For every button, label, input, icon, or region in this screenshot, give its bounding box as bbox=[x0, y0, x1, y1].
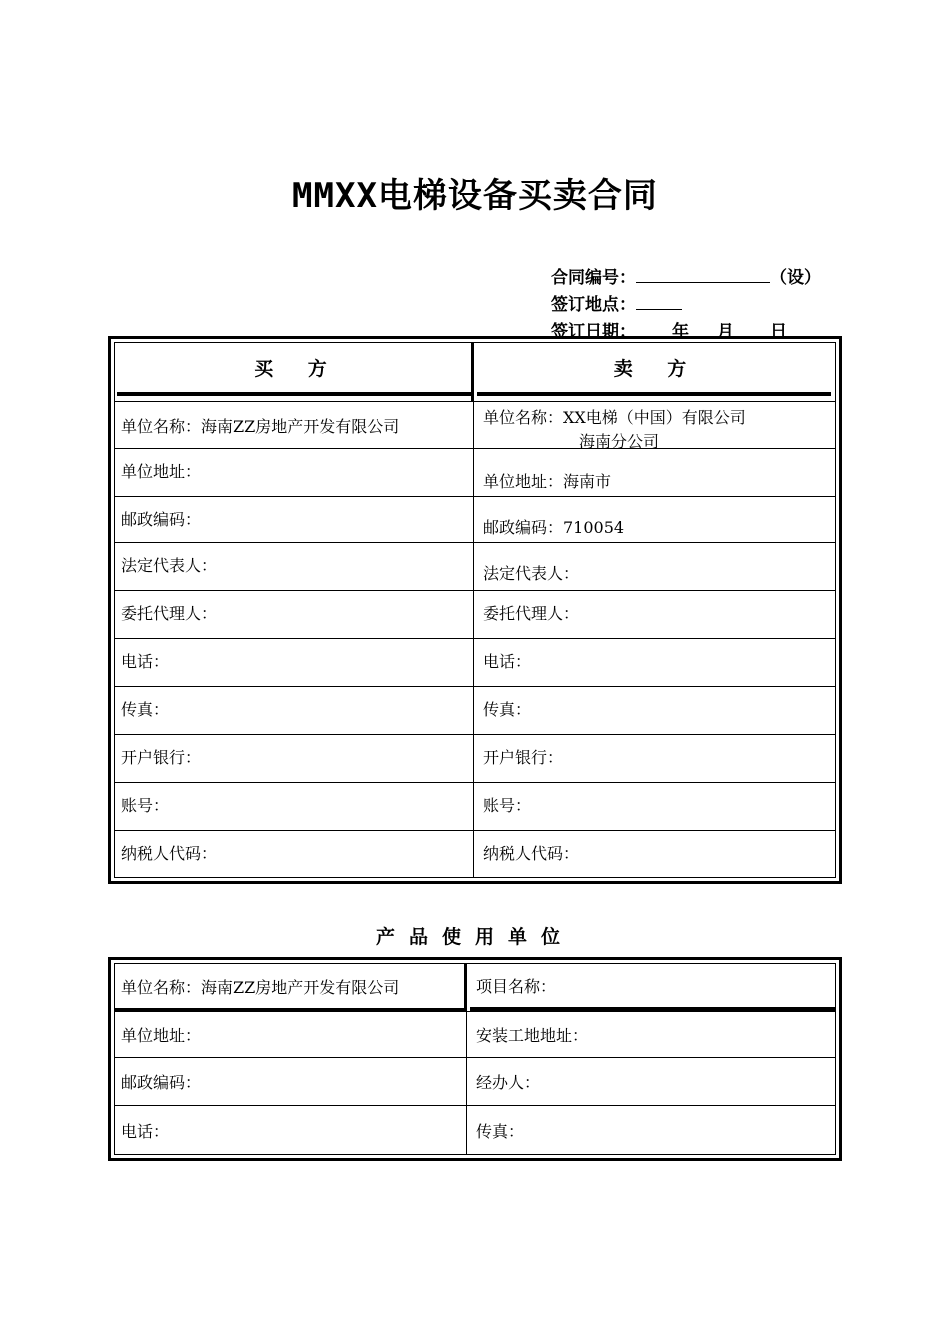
year-blank[interactable] bbox=[636, 318, 672, 337]
sign-date-label: 签订日期： bbox=[551, 322, 636, 342]
seller-field[interactable] bbox=[477, 402, 835, 451]
contract-meta bbox=[551, 264, 821, 345]
party-row bbox=[115, 449, 835, 497]
product-unit-left-field[interactable]: 电话： bbox=[121, 1121, 170, 1141]
party-row bbox=[115, 591, 835, 639]
seller-field[interactable]: 账号： bbox=[483, 796, 532, 815]
party-row bbox=[115, 783, 835, 831]
product-unit-title: 产品使用单位 bbox=[375, 926, 574, 948]
seller-field[interactable]: 开户银行： bbox=[483, 748, 564, 767]
header-divider bbox=[471, 343, 474, 401]
seller-field[interactable]: 邮政编码：710054 bbox=[483, 518, 625, 537]
product-unit-row bbox=[115, 1012, 835, 1058]
product-unit-row bbox=[115, 964, 835, 1012]
seller-name-line1: 单位名称：XX电梯（中国）有限公司 bbox=[483, 408, 746, 427]
party-row bbox=[115, 687, 835, 735]
seller-field[interactable]: 纳税人代码： bbox=[483, 844, 580, 863]
party-row bbox=[115, 401, 835, 449]
buyer-field[interactable]: 邮政编码： bbox=[121, 510, 202, 529]
party-row bbox=[115, 831, 835, 879]
buyer-field[interactable]: 法定代表人： bbox=[121, 556, 218, 575]
seller-name-line2: 海南分公司 bbox=[579, 432, 660, 451]
year-label: 年 bbox=[672, 322, 689, 342]
month-blank[interactable] bbox=[689, 318, 717, 337]
contract-number-blank[interactable] bbox=[636, 264, 770, 283]
parties-table bbox=[108, 336, 842, 884]
product-unit-row bbox=[115, 1058, 835, 1106]
product-unit-row bbox=[115, 1106, 835, 1154]
day-label: 日 bbox=[770, 322, 787, 342]
seller-field[interactable]: 法定代表人： bbox=[483, 564, 580, 583]
buyer-field[interactable]: 单位地址： bbox=[121, 462, 202, 481]
buyer-field[interactable]: 传真： bbox=[121, 700, 170, 719]
sign-place-label: 签订地点： bbox=[551, 295, 636, 315]
buyer-field[interactable]: 单位名称：海南ZZ房地产开发有限公司 bbox=[121, 416, 400, 436]
product-unit-left-field[interactable]: 邮政编码： bbox=[121, 1073, 202, 1092]
sign-place-line bbox=[551, 291, 821, 318]
product-unit-right-field[interactable]: 传真： bbox=[476, 1121, 525, 1141]
seller-header: 卖 方 bbox=[477, 343, 831, 396]
seller-field[interactable]: 传真： bbox=[483, 700, 532, 719]
party-row bbox=[115, 735, 835, 783]
product-unit-right-field[interactable]: 项目名称： bbox=[470, 964, 835, 1011]
seller-field[interactable]: 委托代理人： bbox=[483, 604, 580, 623]
document-title: MMXX电梯设备买卖合同 bbox=[292, 176, 658, 216]
product-unit-table bbox=[108, 957, 842, 1161]
sign-place-blank[interactable] bbox=[636, 291, 682, 310]
product-unit-left-field[interactable]: 单位名称：海南ZZ房地产开发有限公司 bbox=[115, 964, 466, 1011]
buyer-header: 买 方 bbox=[117, 343, 472, 396]
buyer-field[interactable]: 电话： bbox=[121, 652, 170, 671]
contract-number-label: 合同编号： bbox=[551, 268, 636, 288]
party-row bbox=[115, 639, 835, 687]
buyer-field[interactable]: 纳税人代码： bbox=[121, 844, 218, 863]
parties-table-inner bbox=[114, 342, 836, 878]
parties-header-row bbox=[115, 343, 835, 401]
seller-field[interactable]: 单位地址：海南市 bbox=[483, 472, 612, 491]
seller-field[interactable]: 电话： bbox=[483, 652, 532, 671]
contract-number-suffix: （设） bbox=[770, 268, 821, 288]
product-unit-table-inner bbox=[114, 963, 836, 1155]
buyer-field[interactable]: 账号： bbox=[121, 796, 170, 815]
party-row bbox=[115, 543, 835, 591]
product-unit-right-field[interactable]: 安装工地地址： bbox=[476, 1026, 589, 1045]
party-row bbox=[115, 497, 835, 543]
product-unit-right-field[interactable]: 经办人： bbox=[476, 1073, 541, 1092]
month-label: 月 bbox=[717, 322, 734, 342]
buyer-field[interactable]: 委托代理人： bbox=[121, 604, 218, 623]
contract-number-line bbox=[551, 264, 821, 291]
product-unit-left-field[interactable]: 单位地址： bbox=[121, 1026, 202, 1045]
buyer-field[interactable]: 开户银行： bbox=[121, 748, 202, 767]
day-blank[interactable] bbox=[734, 318, 770, 337]
